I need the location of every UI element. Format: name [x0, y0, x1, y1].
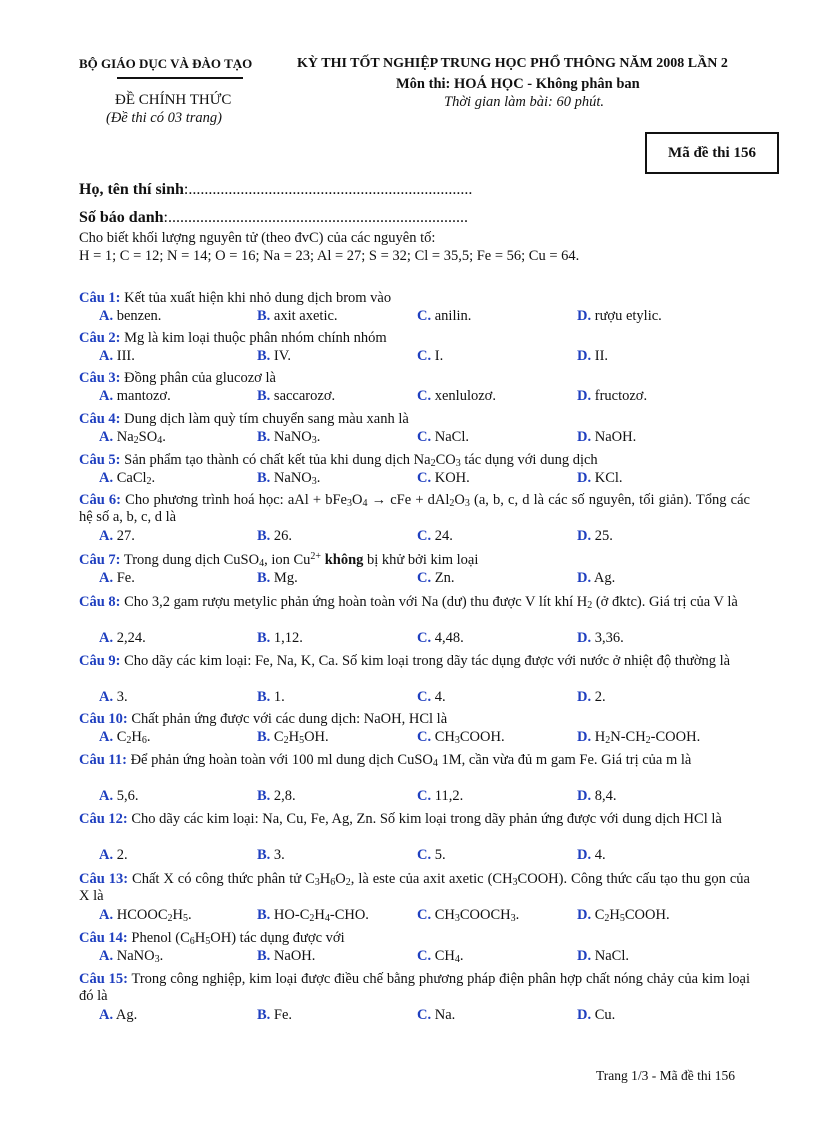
answer-option[interactable] — [257, 948, 315, 965]
option-label: A. — [99, 630, 114, 646]
option-text: Fe. — [113, 570, 135, 586]
question-7 — [79, 552, 478, 569]
option-label: B. — [257, 570, 271, 586]
option-text: Zn. — [431, 570, 455, 586]
question-3 — [79, 370, 276, 387]
option-text: 2. — [591, 689, 606, 705]
answer-option[interactable] — [577, 308, 662, 325]
option-text: III. — [113, 348, 135, 364]
answer-option[interactable] — [417, 528, 453, 545]
answer-option[interactable] — [257, 308, 338, 325]
question-label: Câu 4: — [79, 411, 121, 427]
option-text: IV. — [270, 348, 291, 364]
question-label: Câu 12: — [79, 811, 128, 827]
option-text: CaCl$_2$. — [113, 470, 156, 487]
answer-option[interactable] — [577, 847, 606, 864]
answer-option[interactable] — [577, 948, 629, 965]
option-text: NaOH. — [270, 948, 316, 964]
question-text: Kết tủa xuất hiện khi nhỏ dung dịch brom vào — [120, 290, 392, 306]
option-label: C. — [417, 308, 432, 324]
answer-option[interactable] — [99, 388, 171, 405]
option-label: B. — [257, 528, 271, 544]
option-label: A. — [99, 348, 114, 364]
ministry-underline — [117, 77, 243, 79]
option-label: C. — [417, 847, 432, 863]
answer-option[interactable] — [99, 308, 161, 325]
candidate-id-label: Số báo danh — [79, 209, 164, 226]
answer-option[interactable] — [99, 689, 128, 706]
option-text: $Na_2SO_4$. — [113, 429, 166, 446]
option-label: B. — [257, 729, 271, 745]
question-text: Đồng phân của glucozơ là — [120, 370, 276, 386]
question-text: Dung dịch làm quỳ tím chuyển sang màu xanh là — [120, 411, 409, 427]
option-label: B. — [257, 470, 271, 486]
question-10 — [79, 711, 447, 728]
option-text: 11,2. — [431, 788, 464, 804]
option-text: 2. — [113, 847, 128, 863]
option-text: NaNO$_3$. — [113, 948, 164, 965]
page-footer: Trang 1/3 - Mã đề thi 156 — [596, 1068, 735, 1083]
answer-option[interactable] — [417, 689, 446, 706]
option-label: B. — [257, 1007, 271, 1023]
answer-option[interactable] — [577, 348, 608, 365]
question-text: Cho phương trình hoá học: aAl + $bFe_3O_4$ → cFe + $dAl_2O_3$ (a, b, c, d là các số nguyên, tối giản). Tổng các hệ số a, b, c, d là — [79, 492, 750, 525]
option-text: 24. — [431, 528, 453, 544]
question-label: Câu 9: — [79, 653, 121, 669]
question-11 — [79, 752, 750, 769]
option-text: 2,8. — [270, 788, 296, 804]
option-label: B. — [257, 689, 271, 705]
option-label: A. — [99, 689, 114, 705]
option-label: D. — [577, 907, 592, 923]
option-label: C. — [417, 907, 432, 923]
option-text: NaNO$_3$. — [270, 470, 321, 487]
question-5 — [79, 452, 598, 469]
option-label: B. — [257, 948, 271, 964]
option-text: 3,36. — [591, 630, 624, 646]
question-2 — [79, 330, 387, 347]
option-text: $C_2H_5OH$. — [270, 729, 329, 746]
answer-option[interactable] — [257, 348, 291, 365]
option-text: mantozơ. — [113, 388, 171, 404]
option-label: D. — [577, 348, 592, 364]
option-label: C. — [417, 388, 432, 404]
option-text: Fe. — [270, 1007, 293, 1023]
answer-option[interactable] — [577, 388, 647, 405]
option-label: A. — [99, 429, 114, 445]
answer-option[interactable] — [417, 1007, 455, 1024]
option-text: $CH_4$. — [431, 948, 464, 965]
option-text: 27. — [113, 528, 135, 544]
option-text: 2,24. — [113, 630, 146, 646]
option-label: A. — [99, 847, 114, 863]
answer-option[interactable] — [417, 570, 454, 587]
answer-option[interactable] — [257, 689, 285, 706]
option-text: 3. — [270, 847, 285, 863]
option-label: D. — [577, 948, 592, 964]
question-text: Để phản ứng hoàn toàn với 100 ml dung dịch CuSO$_4$ 1M, cần vừa đủ m gam Fe. Giá trị của m là — [126, 752, 692, 769]
exam-subject: Môn thi: HOÁ HỌC - Không phân ban — [396, 76, 640, 92]
option-label: D. — [577, 528, 592, 544]
option-text: anilin. — [431, 308, 472, 324]
option-label: A. — [99, 1007, 114, 1023]
answer-option[interactable] — [577, 788, 616, 805]
option-text: 5. — [431, 847, 446, 863]
option-label: C. — [417, 630, 432, 646]
option-label: B. — [257, 348, 271, 364]
option-label: A. — [99, 528, 114, 544]
question-label: Câu 14: — [79, 930, 128, 946]
answer-option[interactable] — [99, 470, 155, 487]
option-text: rượu etylic. — [591, 308, 662, 324]
option-label: C. — [417, 729, 432, 745]
answer-option[interactable] — [577, 470, 623, 487]
option-text: I. — [431, 348, 444, 364]
answer-option[interactable] — [257, 847, 285, 864]
question-text: Trong dung dịch CuSO$_4$, ion $Cu^{2+}$ không bị khử bởi kim loại — [120, 551, 479, 569]
answer-option[interactable] — [577, 1007, 615, 1024]
answer-option[interactable] — [99, 630, 146, 647]
answer-option[interactable] — [577, 429, 636, 446]
answer-option[interactable] — [417, 948, 464, 965]
option-label: B. — [257, 308, 271, 324]
option-text: fructozơ. — [591, 388, 648, 404]
exam-code: Mã đề thi 156 — [668, 144, 756, 161]
option-text: NaNO$_3$. — [270, 429, 321, 446]
question-label: Câu 6: — [79, 492, 122, 508]
question-label: Câu 1: — [79, 290, 121, 306]
answer-option[interactable] — [577, 729, 700, 746]
answer-option[interactable] — [99, 1007, 137, 1024]
answer-option[interactable] — [257, 729, 329, 746]
answer-option[interactable] — [257, 788, 296, 805]
answer-option[interactable] — [577, 907, 670, 924]
option-text: axit axetic. — [270, 308, 338, 324]
option-text: 25. — [591, 528, 613, 544]
answer-option[interactable] — [417, 788, 463, 805]
option-label: D. — [577, 1007, 592, 1023]
answer-option[interactable] — [417, 847, 446, 864]
option-label: A. — [99, 570, 114, 586]
answer-option[interactable] — [257, 570, 298, 587]
answer-option[interactable] — [417, 348, 443, 365]
question-label: Câu 13: — [79, 871, 129, 887]
question-13 — [79, 871, 750, 905]
pages-note: (Đề thi có 03 trang) — [106, 110, 222, 126]
answer-option[interactable] — [99, 948, 163, 965]
option-text: $H_2N-CH_2$-COOH. — [591, 729, 701, 746]
answer-option[interactable] — [99, 788, 138, 805]
answer-option[interactable] — [99, 907, 192, 924]
answer-option[interactable] — [417, 907, 519, 924]
exam-title: KỲ THI TỐT NGHIỆP TRUNG HỌC PHỔ THÔNG NĂM 2008 LẦN 2 — [297, 56, 728, 71]
option-label: C. — [417, 470, 432, 486]
option-label: A. — [99, 948, 114, 964]
question-6 — [79, 492, 750, 526]
option-text: saccarozơ. — [270, 388, 336, 404]
answer-option[interactable] — [577, 630, 624, 647]
option-text: 4. — [431, 689, 446, 705]
option-label: C. — [417, 788, 432, 804]
answer-option[interactable] — [577, 689, 606, 706]
option-label: D. — [577, 630, 592, 646]
question-4 — [79, 411, 409, 428]
question-text: Trong công nghiệp, kim loại được điều chế bằng phương pháp điện phân hợp chất nóng chảy của kim loại đó là — [79, 971, 750, 1004]
answer-option[interactable] — [257, 907, 369, 924]
option-label: D. — [577, 388, 592, 404]
option-label: A. — [99, 788, 114, 804]
answer-option[interactable] — [99, 729, 151, 746]
answer-option[interactable] — [257, 470, 320, 487]
question-8 — [79, 594, 750, 611]
answer-option[interactable] — [257, 528, 292, 545]
option-label: D. — [577, 470, 592, 486]
option-text: NaCl. — [591, 948, 629, 964]
option-text: xenlulozơ. — [431, 388, 496, 404]
option-text: benzen. — [113, 308, 162, 324]
option-text: $CH_3COOH$. — [431, 729, 505, 746]
answer-option[interactable] — [257, 388, 335, 405]
option-text: II. — [591, 348, 609, 364]
candidate-name-label: Họ, tên thí sinh — [79, 181, 184, 198]
option-label: A. — [99, 729, 114, 745]
option-text: 5,6. — [113, 788, 139, 804]
question-9 — [79, 653, 750, 670]
option-label: B. — [257, 907, 271, 923]
option-text: $C_2H_5COOH$. — [591, 907, 670, 924]
option-label: B. — [257, 788, 271, 804]
option-text: 8,4. — [591, 788, 617, 804]
answer-option[interactable] — [417, 729, 505, 746]
option-text: Ag. — [591, 570, 616, 586]
option-text: Mg. — [270, 570, 298, 586]
option-label: D. — [577, 788, 592, 804]
answer-option[interactable] — [417, 470, 470, 487]
option-label: A. — [99, 907, 114, 923]
option-text: $HCOOC_2H_5$. — [113, 907, 192, 924]
option-text: 1. — [270, 689, 285, 705]
answer-option[interactable] — [417, 388, 496, 405]
option-text: 26. — [270, 528, 293, 544]
answer-option[interactable] — [99, 348, 135, 365]
candidate-name-dots: :....................................................................... — [183, 181, 473, 198]
option-label: D. — [577, 689, 592, 705]
option-text: $CH_3COOCH_3$. — [431, 907, 520, 924]
answer-option[interactable] — [99, 429, 166, 446]
option-text: NaCl. — [431, 429, 469, 445]
option-label: C. — [417, 689, 432, 705]
exam-code-box — [645, 132, 779, 174]
atomic-mass-values: H = 1; C = 12; N = 14; O = 16; Na = 23; Al = 27; S = 32; Cl = 35,5; Fe = 56; Cu = 64. — [79, 248, 580, 264]
option-label: D. — [577, 570, 592, 586]
question-text: Cho dãy các kim loại: Na, Cu, Fe, Ag, Zn. Số kim loại trong dãy phản ứng được với dung dịch HCl là — [127, 811, 722, 827]
option-label: D. — [577, 847, 592, 863]
option-text: Ag. — [113, 1007, 138, 1023]
option-text: Cu. — [591, 1007, 616, 1023]
question-text: Cho dãy các kim loại: Fe, Na, K, Ca. Số kim loại trong dãy tác dụng được với nước ở nhiệt độ thường là — [120, 653, 731, 669]
question-text: Mg là kim loại thuộc phân nhóm chính nhóm — [120, 330, 387, 346]
answer-option[interactable] — [99, 570, 135, 587]
question-text: Phenol $(C_6H_5OH)$ tác dụng được với — [127, 930, 345, 947]
option-label: A. — [99, 388, 114, 404]
answer-option[interactable] — [417, 308, 471, 325]
exam-time: Thời gian làm bài: 60 phút. — [444, 94, 604, 110]
question-text: Chất X có công thức phân tử $C_3H_6O_2$, là este của axit axetic $(CH_3COOH)$. Công thức cấu tạo thu gọn của X là — [79, 871, 750, 904]
question-text: Cho 3,2 gam rượu metylic phản ứng hoàn toàn với Na (dư) thu được V lít khí $H_2$ (ở đktc). Giá trị của V là — [120, 594, 738, 611]
option-text: 1,12. — [270, 630, 303, 646]
atomic-mass-intro: Cho biết khối lượng nguyên tử (theo đvC) của các nguyên tố: — [79, 230, 436, 246]
option-text: 4,48. — [431, 630, 464, 646]
option-label: C. — [417, 570, 432, 586]
option-label: D. — [577, 429, 592, 445]
option-label: B. — [257, 847, 271, 863]
option-label: B. — [257, 429, 271, 445]
candidate-id-field — [79, 209, 468, 227]
option-text: NaOH. — [591, 429, 637, 445]
answer-option[interactable] — [577, 528, 613, 545]
option-text: KOH. — [431, 470, 470, 486]
answer-option[interactable] — [577, 570, 615, 587]
official-label: ĐỀ CHÍNH THỨC — [115, 92, 232, 108]
question-label: Câu 11: — [79, 752, 127, 768]
option-label: A. — [99, 470, 114, 486]
answer-option[interactable] — [99, 528, 135, 545]
question-1 — [79, 290, 391, 307]
option-text: 4. — [591, 847, 606, 863]
option-label: D. — [577, 308, 592, 324]
question-12 — [79, 811, 750, 828]
answer-option[interactable] — [417, 630, 464, 647]
option-text: 3. — [113, 689, 128, 705]
answer-option[interactable] — [417, 429, 469, 446]
option-text: $HO-C_2H_4$-CHO. — [270, 907, 369, 924]
question-label: Câu 2: — [79, 330, 121, 346]
option-text: KCl. — [591, 470, 623, 486]
question-14 — [79, 930, 345, 947]
option-label: A. — [99, 308, 114, 324]
ministry-name: BỘ GIÁO DỤC VÀ ĐÀO TẠO — [79, 56, 253, 71]
question-label: Câu 5: — [79, 452, 121, 468]
option-text: $C_2H_6$. — [113, 729, 151, 746]
answer-option[interactable] — [257, 429, 320, 446]
question-text: Sản phẩm tạo thành có chất kết tủa khi dung dịch $Na_2CO_3$ tác dụng với dung dịch — [120, 452, 598, 469]
option-label: B. — [257, 388, 271, 404]
option-label: C. — [417, 429, 432, 445]
question-label: Câu 3: — [79, 370, 121, 386]
question-label: Câu 8: — [79, 594, 121, 610]
option-label: C. — [417, 348, 432, 364]
question-label: Câu 7: — [79, 552, 121, 568]
option-text: Na. — [431, 1007, 456, 1023]
option-label: C. — [417, 528, 432, 544]
candidate-id-dots: :........................................................................... — [163, 209, 468, 226]
answer-option[interactable] — [99, 847, 128, 864]
question-label: Câu 10: — [79, 711, 128, 727]
answer-option[interactable] — [257, 1007, 292, 1024]
option-label: C. — [417, 1007, 432, 1023]
option-label: C. — [417, 948, 432, 964]
question-text: Chất phản ứng được với các dung dịch: NaOH, HCl là — [127, 711, 448, 727]
option-label: B. — [257, 630, 271, 646]
option-label: D. — [577, 729, 592, 745]
answer-option[interactable] — [257, 630, 303, 647]
candidate-name-field — [79, 181, 472, 199]
question-label: Câu 15: — [79, 971, 128, 987]
question-15 — [79, 971, 750, 1005]
